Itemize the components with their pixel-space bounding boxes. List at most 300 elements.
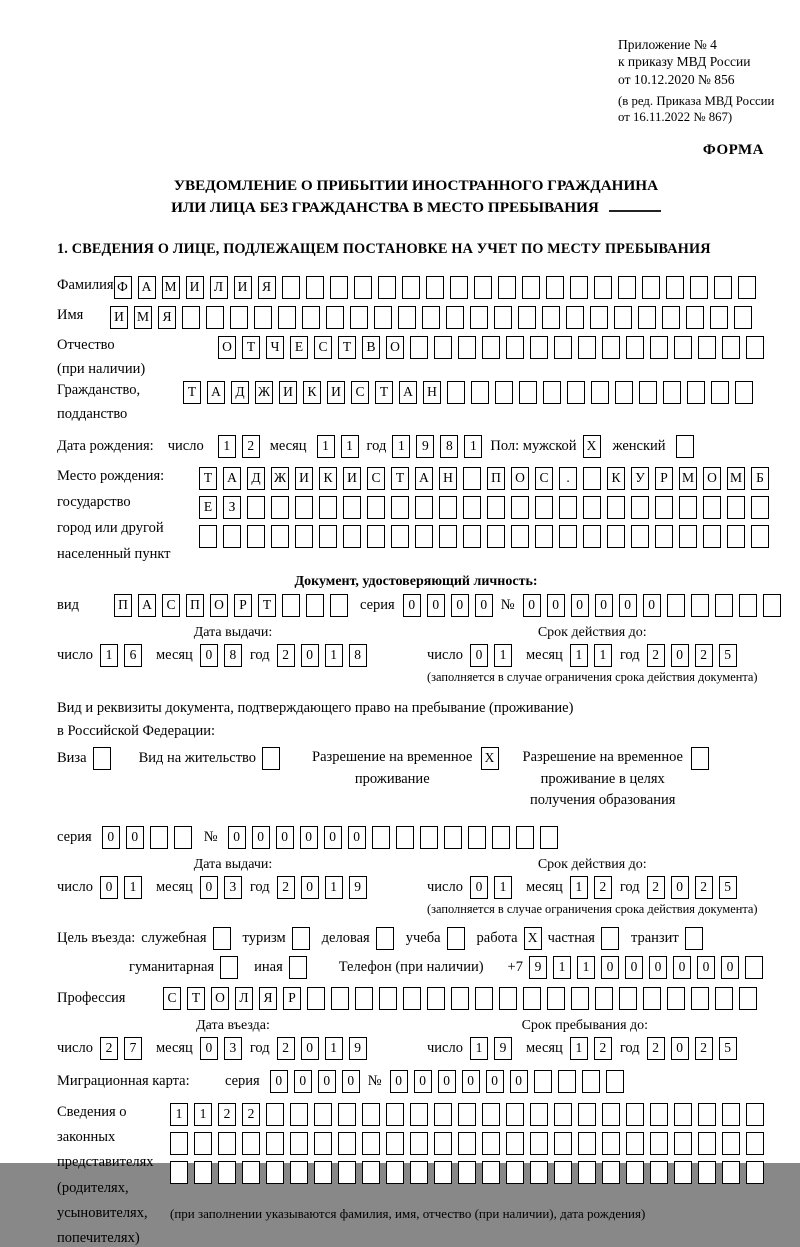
char-cell [746,1161,764,1184]
char-cell: 2 [695,1037,713,1060]
phone-prefix: +7 [507,959,523,976]
char-cell: 0 [510,1070,528,1093]
char-cell: О [211,987,229,1010]
char-cell [734,306,752,329]
option-residence-permit-label: Вид на жительство [138,749,257,766]
char-cell: 0 [571,594,589,617]
char-cell [583,496,601,519]
issue-month-cells [200,644,248,667]
checkbox-cell: X [524,927,542,950]
char-cell [662,306,680,329]
char-cell [331,987,349,1010]
char-cell: 0 [294,1070,312,1093]
residence-number-cells [228,826,564,849]
option-temp-residence-education-checkbox [691,747,715,770]
char-cell: 0 [601,956,619,979]
char-cell [396,826,414,849]
char-cell: П [487,467,505,490]
char-cell [626,1132,644,1155]
citizenship-cells [183,381,759,404]
char-cell: Т [187,987,205,1010]
given-name-cells [110,306,758,329]
char-cell [314,1103,332,1126]
patronymic-label: Отчество (при наличии) [57,336,146,377]
char-cell [650,336,668,359]
char-cell [739,594,757,617]
char-cell [470,306,488,329]
char-cell [722,1132,740,1155]
char-cell: Ф [114,276,132,299]
char-cell [230,306,248,329]
char-cell [254,306,272,329]
char-cell: И [279,381,297,404]
char-cell [631,525,649,548]
char-cell [194,1161,212,1184]
phone-cells [529,956,769,979]
char-cell [530,1161,548,1184]
char-cell [372,826,390,849]
year-label: год [249,879,270,896]
char-cell [543,381,561,404]
char-cell: Т [242,336,260,359]
char-cell: 8 [349,644,367,667]
char-cell: 3 [224,876,242,899]
year-label: год [619,646,640,663]
char-cell: Р [283,987,301,1010]
char-cell: 9 [349,1037,367,1060]
residence-doc-dates [57,857,775,917]
birth-date-row [57,435,775,458]
option-visa-label: Виза [57,749,87,766]
title-line1: УВЕДОМЛЕНИЕ О ПРИБЫТИИ ИНОСТРАННОГО ГРАЖДАНИНА [173,176,659,194]
char-cell [422,306,440,329]
residence-validity-month-cells [570,876,618,899]
char-cell: 0 [301,1037,319,1060]
char-cell [354,276,372,299]
char-cell [374,306,392,329]
validity-year-cells [647,644,743,667]
birth-year-cells [392,435,488,458]
residence-validity-year-cells [647,876,743,899]
char-cell [591,381,609,404]
option-visa [57,747,117,770]
char-cell [679,496,697,519]
purpose-tourism-label: туризм [242,930,286,947]
char-cell: О [386,336,404,359]
char-cell: 0 [252,826,270,849]
char-cell [674,1161,692,1184]
char-cell [626,336,644,359]
char-cell [468,826,486,849]
char-cell: К [607,467,625,490]
char-cell [398,306,416,329]
legal-reps-line2-cells [170,1132,770,1155]
doc-number-label: № [500,596,515,613]
char-cell: 1 [341,435,359,458]
char-cell [583,525,601,548]
checkbox-cell [676,435,694,458]
char-cell: 1 [194,1103,212,1126]
char-cell [410,1132,428,1155]
entry-year-cells [277,1037,373,1060]
char-cell [463,467,481,490]
day-label: число [57,879,93,896]
char-cell [751,525,769,548]
char-cell: С [314,336,332,359]
char-cell [386,1103,404,1126]
char-cell [434,336,452,359]
char-cell [554,336,572,359]
char-cell: В [362,336,380,359]
char-cell [247,496,265,519]
migration-series-cells [270,1070,366,1093]
char-cell: 1 [494,644,512,667]
year-label: год [249,1040,270,1057]
char-cell [450,276,468,299]
series-label: серия [225,1073,260,1090]
char-cell [535,496,553,519]
char-cell [458,1103,476,1126]
char-cell [518,306,536,329]
residence-doc-options [57,747,775,812]
purpose-tourism-checkbox [292,927,316,950]
char-cell [578,1103,596,1126]
char-cell [319,525,337,548]
gender-male-checkbox [583,435,607,458]
char-cell [554,1103,572,1126]
char-cell [727,496,745,519]
char-cell [343,496,361,519]
month-label: месяц [525,1040,563,1057]
stay-month-cells [570,1037,618,1060]
legal-reps-cells-block [170,1103,770,1222]
char-cell [703,496,721,519]
gender-male-label: Пол: мужской [490,438,577,455]
char-cell [547,987,565,1010]
char-cell: 0 [100,876,118,899]
char-cell [378,276,396,299]
char-cell [498,276,516,299]
char-cell: И [110,306,128,329]
char-cell [506,1132,524,1155]
residence-validity-day-cells [470,876,518,899]
char-cell [367,496,385,519]
char-cell: Н [439,467,457,490]
char-cell: 0 [462,1070,480,1093]
option-temp-residence [312,747,504,791]
char-cell [554,1161,572,1184]
checkbox-cell [447,927,465,950]
residence-doc-intro: Вид и реквизиты документа, подтверждающего право на пребывание (проживание) в Российской Федерации: [57,699,574,739]
profession-cells [163,987,763,1010]
char-cell: 0 [625,956,643,979]
char-cell: 1 [553,956,571,979]
char-cell: П [114,594,132,617]
char-cell: 1 [317,435,335,458]
char-cell: Б [751,467,769,490]
char-cell [686,306,704,329]
char-cell: 0 [671,876,689,899]
day-label: число [427,879,463,896]
char-cell [391,525,409,548]
char-cell [643,987,661,1010]
char-cell [626,1161,644,1184]
char-cell [482,1132,500,1155]
char-cell: 0 [671,644,689,667]
char-cell: О [703,467,721,490]
char-cell: 5 [719,1037,737,1060]
char-cell: 2 [647,1037,665,1060]
char-cell [451,987,469,1010]
appendix-line: Приложение № 4 [618,37,717,52]
char-cell [350,306,368,329]
char-cell: М [162,276,180,299]
char-cell [499,987,517,1010]
char-cell [402,276,420,299]
char-cell: Н [423,381,441,404]
char-cell: 0 [200,1037,218,1060]
month-label: месяц [525,646,563,663]
year-label: год [619,1040,640,1057]
char-cell: 1 [392,435,410,458]
surname-label: Фамилия [57,276,114,293]
char-cell: 0 [348,826,366,849]
char-cell: 0 [671,1037,689,1060]
char-cell: А [399,381,417,404]
char-cell [391,496,409,519]
char-cell [314,1161,332,1184]
char-cell [523,987,541,1010]
day-label: число [57,1040,93,1057]
birth-place-line3-cells [199,525,775,548]
char-cell [578,336,596,359]
char-cell: С [351,381,369,404]
stay-year-cells [647,1037,743,1060]
char-cell: 0 [270,1070,288,1093]
char-cell [506,1103,524,1126]
char-cell [571,987,589,1010]
issue-year-cells [277,644,373,667]
char-cell: Т [199,467,217,490]
char-cell: Т [375,381,393,404]
char-cell [691,987,709,1010]
char-cell: 0 [595,594,613,617]
char-cell [650,1103,668,1126]
edition-line: (в ред. Приказа МВД России [618,93,775,108]
char-cell: 9 [349,876,367,899]
appendix-block [618,36,775,126]
char-cell [619,987,637,1010]
char-cell [614,306,632,329]
char-cell: 0 [427,594,445,617]
char-cell [698,1103,716,1126]
birth-place-line2-cells [199,496,775,519]
char-cell [559,525,577,548]
char-cell [338,1103,356,1126]
char-cell [199,525,217,548]
char-cell [722,1103,740,1126]
char-cell [590,306,608,329]
char-cell [290,1103,308,1126]
char-cell: А [223,467,241,490]
char-cell [530,1132,548,1155]
char-cell: 1 [100,644,118,667]
char-cell: 0 [619,594,637,617]
char-cell: 2 [218,1103,236,1126]
char-cell [679,525,697,548]
section1-heading: 1. СВЕДЕНИЯ О ЛИЦЕ, ПОДЛЕЖАЩЕМ ПОСТАНОВКЕ НА УЧЕТ ПО МЕСТУ ПРЕБЫВАНИЯ [57,240,711,257]
char-cell [338,1161,356,1184]
migration-number-cells [390,1070,630,1093]
char-cell [319,496,337,519]
char-cell [266,1103,284,1126]
birth-place-label: Место рождения: государство город или другой населенный пункт [57,468,171,563]
purpose-study-checkbox [447,927,471,950]
char-cell [362,1103,380,1126]
migration-card-label: Миграционная карта: [57,1073,190,1090]
char-cell [494,306,512,329]
char-cell: А [415,467,433,490]
char-cell: Р [655,467,673,490]
char-cell [642,276,660,299]
char-cell [487,525,505,548]
char-cell [495,381,513,404]
char-cell: Я [158,306,176,329]
gender-female-label: женский [612,438,666,455]
char-cell: 0 [643,594,661,617]
char-cell [446,306,464,329]
option-residence-permit-checkbox [262,747,286,770]
char-cell [690,276,708,299]
char-cell: 2 [695,876,713,899]
char-cell: 2 [647,644,665,667]
char-cell [266,1132,284,1155]
char-cell [763,594,781,617]
char-cell: К [303,381,321,404]
char-cell: 0 [324,826,342,849]
char-cell [530,1103,548,1126]
purpose-official-checkbox [213,927,237,950]
residence-issue-day-cells [100,876,148,899]
char-cell: 0 [403,594,421,617]
char-cell [583,467,601,490]
char-cell [326,306,344,329]
char-cell [746,1132,764,1155]
char-cell: О [210,594,228,617]
purpose-private-label: частная [547,930,595,947]
month-label: месяц [155,646,193,663]
char-cell [458,336,476,359]
char-cell: 0 [470,644,488,667]
char-cell [698,1161,716,1184]
char-cell [434,1132,452,1155]
char-cell: 1 [325,644,343,667]
identity-doc-heading: Документ, удостоверяющий личность: [294,573,538,589]
char-cell [626,1103,644,1126]
char-cell [444,826,462,849]
char-cell: 2 [242,1103,260,1126]
char-cell: С [367,467,385,490]
char-cell [722,336,740,359]
checkbox-cell [93,747,111,770]
char-cell [338,1132,356,1155]
char-cell [687,381,705,404]
year-label: год [249,646,270,663]
char-cell [746,336,764,359]
char-cell [271,496,289,519]
char-cell: 1 [494,876,512,899]
char-cell: 2 [277,1037,295,1060]
char-cell [534,1070,552,1093]
checkbox-cell [289,956,307,979]
char-cell: А [138,594,156,617]
day-label: число [427,1040,463,1057]
purpose-other-checkbox [289,956,313,979]
char-cell: С [162,594,180,617]
doc-number-cells [523,594,787,617]
char-cell [474,276,492,299]
char-cell: 7 [124,1037,142,1060]
purpose-humanitarian-checkbox [220,956,244,979]
char-cell: Л [210,276,228,299]
checkbox-cell [220,956,238,979]
char-cell: 3 [224,1037,242,1060]
purpose-work-label: работа [476,930,518,947]
char-cell [650,1132,668,1155]
issue-date-heading: Дата выдачи: [193,857,273,873]
phone-label: Телефон (при наличии) [338,959,484,976]
char-cell [691,594,709,617]
char-cell [582,1070,600,1093]
char-cell [487,496,505,519]
char-cell [745,956,763,979]
birth-date-label: Дата рождения: [57,438,154,455]
char-cell: 2 [277,876,295,899]
gender-female-checkbox [676,435,700,458]
char-cell [751,496,769,519]
char-cell: 0 [451,594,469,617]
char-cell: С [163,987,181,1010]
profession-row [57,987,775,1010]
char-cell [738,276,756,299]
option-visa-checkbox [93,747,117,770]
char-cell [482,1161,500,1184]
char-cell: . [559,467,577,490]
char-cell [715,987,733,1010]
option-temp-residence-label: Разрешение на временное проживание [312,748,473,787]
validity-date-heading: Срок действия до: [537,857,647,873]
char-cell [554,1132,572,1155]
char-cell: 2 [594,876,612,899]
char-cell [475,987,493,1010]
birth-day-cells [218,435,266,458]
char-cell: 1 [325,876,343,899]
checkbox-cell [376,927,394,950]
purpose-work-checkbox [524,927,548,950]
char-cell: Т [338,336,356,359]
visit-purpose-row2 [129,956,775,979]
char-cell: 0 [102,826,120,849]
birth-place-line1-cells [199,467,775,490]
month-label: месяц [269,438,307,455]
issue-day-cells [100,644,148,667]
char-cell [223,525,241,548]
char-cell [638,306,656,329]
char-cell [711,381,729,404]
residence-doc-series-row [57,826,775,849]
checkbox-cell [691,747,709,770]
char-cell: 0 [414,1070,432,1093]
